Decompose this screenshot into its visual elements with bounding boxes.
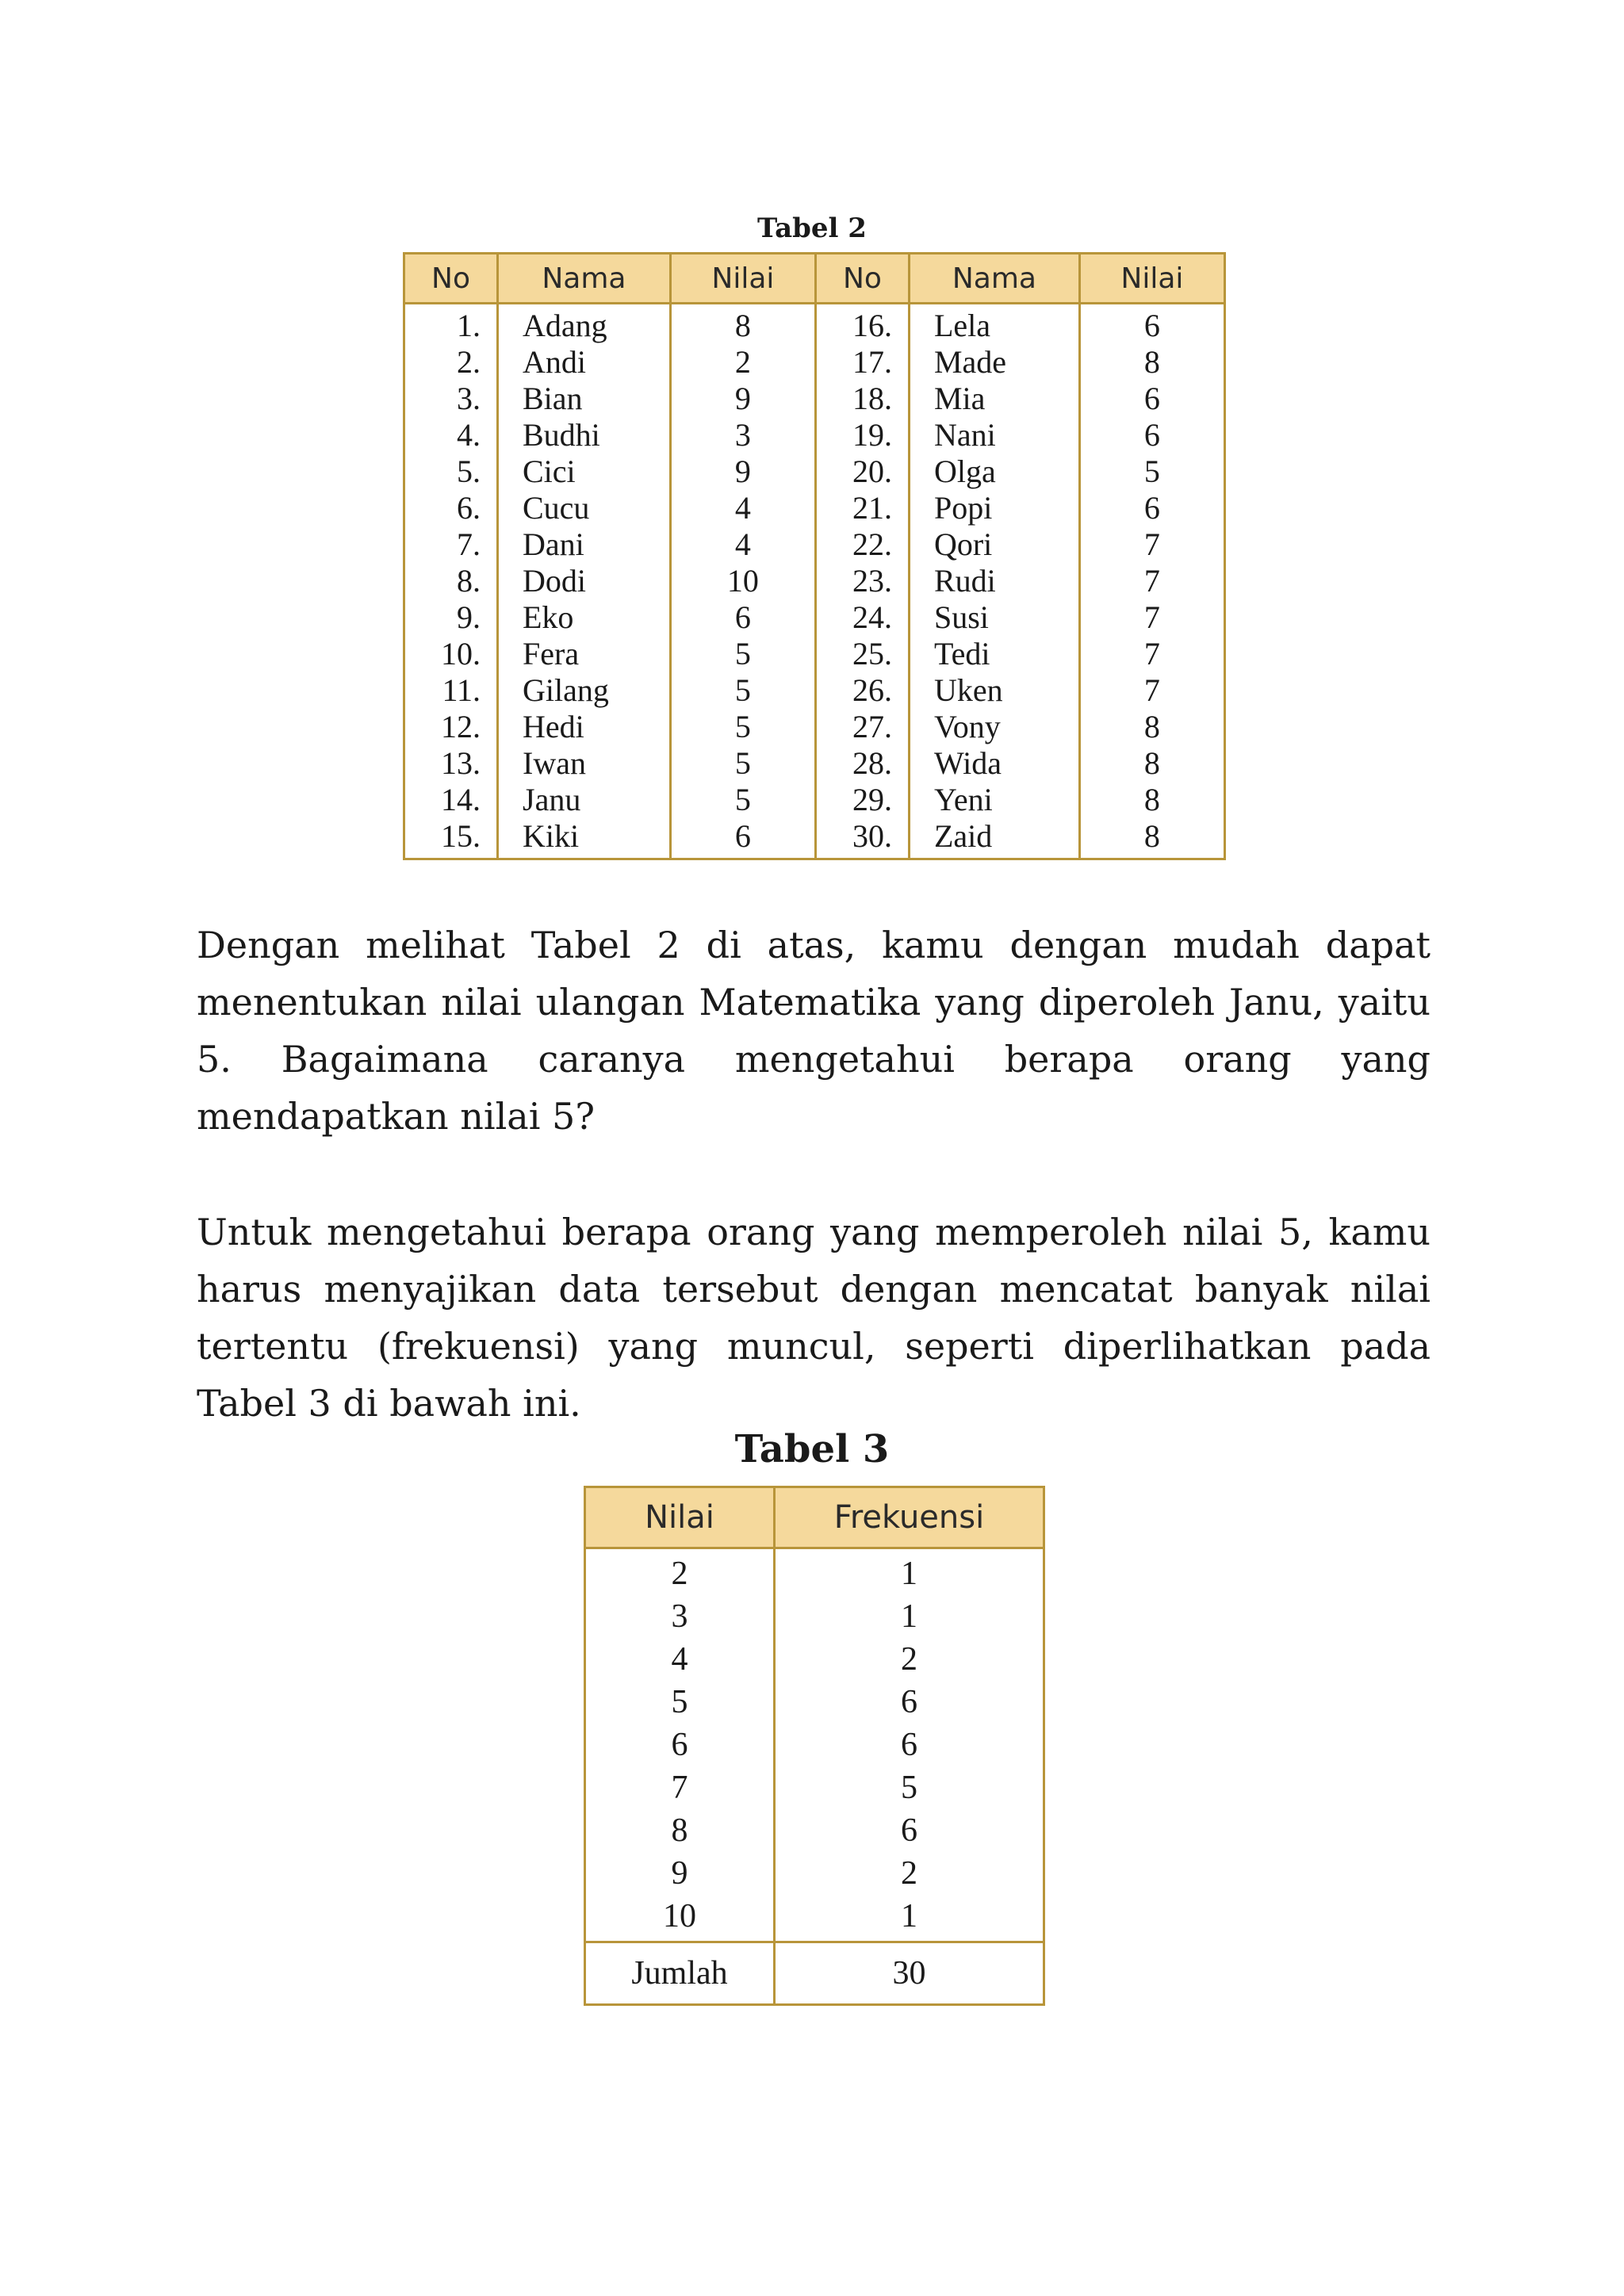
- cell-nama: Rudi: [909, 563, 1079, 599]
- cell-nilai: 7: [585, 1766, 775, 1809]
- cell-nilai: 7: [1079, 672, 1224, 709]
- cell-nama: Nani: [909, 417, 1079, 453]
- paragraph-1: Dengan melihat Tabel 2 di atas, kamu dengan mudah dapat menentukan nilai ulangan Matematika yang diperoleh Janu, yaitu 5. Bagaimana caranya mengetahui berapa orang yang mendapatkan nilai 5?: [197, 924, 1431, 1138]
- cell-nilai: 7: [1079, 636, 1224, 672]
- cell-nama: Fera: [498, 636, 671, 672]
- cell-no: 4.: [404, 417, 498, 453]
- cell-nilai: 5: [670, 782, 815, 818]
- cell-nilai: 7: [1079, 599, 1224, 636]
- cell-no: 25.: [815, 636, 909, 672]
- cell-frekuensi: 6: [775, 1809, 1044, 1852]
- cell-no: 30.: [815, 818, 909, 859]
- table-3-caption: Tabel 3: [734, 1427, 890, 1471]
- cell-nama: Cici: [498, 453, 671, 490]
- header-no: No: [815, 254, 909, 304]
- table-row: [404, 782, 1225, 818]
- total-value: 30: [775, 1942, 1044, 2005]
- cell-no: 5.: [404, 453, 498, 490]
- cell-nilai: 6: [1079, 304, 1224, 345]
- cell-nilai: 4: [670, 490, 815, 526]
- table-row: [404, 672, 1225, 709]
- cell-no: 15.: [404, 818, 498, 859]
- table-row: [585, 1548, 1044, 1596]
- cell-nama: Dodi: [498, 563, 671, 599]
- cell-nilai: 8: [670, 304, 815, 345]
- cell-nilai: 6: [1079, 417, 1224, 453]
- cell-frekuensi: 6: [775, 1681, 1044, 1724]
- cell-nama: Yeni: [909, 782, 1079, 818]
- cell-no: 10.: [404, 636, 498, 672]
- table-3-body: [585, 1548, 1044, 1942]
- table-row: [404, 563, 1225, 599]
- cell-no: 2.: [404, 344, 498, 381]
- cell-no: 13.: [404, 745, 498, 782]
- cell-no: 1.: [404, 304, 498, 345]
- cell-nama: Lela: [909, 304, 1079, 345]
- cell-frekuensi: 1: [775, 1595, 1044, 1638]
- cell-nilai: 6: [670, 599, 815, 636]
- cell-nilai: 8: [1079, 344, 1224, 381]
- cell-nilai: 6: [670, 818, 815, 859]
- cell-nama: Qori: [909, 526, 1079, 563]
- cell-no: 21.: [815, 490, 909, 526]
- cell-nama: Olga: [909, 453, 1079, 490]
- table-row: [585, 1595, 1044, 1638]
- cell-nama: Hedi: [498, 709, 671, 745]
- cell-nilai: 5: [1079, 453, 1224, 490]
- table-2-caption: Tabel 2: [757, 212, 867, 244]
- cell-nilai: 5: [585, 1681, 775, 1724]
- cell-nilai: 6: [585, 1724, 775, 1766]
- cell-frekuensi: 2: [775, 1852, 1044, 1895]
- cell-no: 20.: [815, 453, 909, 490]
- cell-nilai: 4: [585, 1638, 775, 1681]
- cell-nilai: 6: [1079, 381, 1224, 417]
- total-label: Jumlah: [585, 1942, 775, 2005]
- cell-nilai: 2: [585, 1548, 775, 1596]
- cell-frekuensi: 6: [775, 1724, 1044, 1766]
- cell-no: 19.: [815, 417, 909, 453]
- table-row: [404, 417, 1225, 453]
- cell-no: 17.: [815, 344, 909, 381]
- cell-nilai: 3: [670, 417, 815, 453]
- cell-nama: Popi: [909, 490, 1079, 526]
- cell-nama: Uken: [909, 672, 1079, 709]
- header-nama: Nama: [909, 254, 1079, 304]
- header-nilai: Nilai: [585, 1487, 775, 1548]
- cell-nama: Kiki: [498, 818, 671, 859]
- table-row: [585, 1852, 1044, 1895]
- cell-nama: Tedi: [909, 636, 1079, 672]
- cell-frekuensi: 1: [775, 1548, 1044, 1596]
- cell-nilai: 4: [670, 526, 815, 563]
- cell-nilai: 6: [1079, 490, 1224, 526]
- cell-nama: Eko: [498, 599, 671, 636]
- cell-nama: Janu: [498, 782, 671, 818]
- table-3: [584, 1486, 1045, 2006]
- cell-nilai: 8: [1079, 709, 1224, 745]
- cell-no: 6.: [404, 490, 498, 526]
- table-3-total-row: [585, 1942, 1044, 2005]
- cell-nama: Gilang: [498, 672, 671, 709]
- cell-nilai: 3: [585, 1595, 775, 1638]
- cell-no: 27.: [815, 709, 909, 745]
- cell-nilai: 10: [670, 563, 815, 599]
- cell-nama: Susi: [909, 599, 1079, 636]
- cell-no: 12.: [404, 709, 498, 745]
- table-row: [585, 1638, 1044, 1681]
- table-row: [404, 490, 1225, 526]
- cell-no: 9.: [404, 599, 498, 636]
- cell-nama: Zaid: [909, 818, 1079, 859]
- cell-no: 28.: [815, 745, 909, 782]
- table-row: [585, 1724, 1044, 1766]
- cell-nilai: 7: [1079, 526, 1224, 563]
- cell-nilai: 5: [670, 672, 815, 709]
- table-row: [404, 709, 1225, 745]
- cell-no: 26.: [815, 672, 909, 709]
- header-nilai: Nilai: [670, 254, 815, 304]
- cell-nilai: 9: [670, 453, 815, 490]
- cell-no: 11.: [404, 672, 498, 709]
- cell-no: 3.: [404, 381, 498, 417]
- table-row: [404, 818, 1225, 859]
- cell-nama: Andi: [498, 344, 671, 381]
- cell-nama: Bian: [498, 381, 671, 417]
- cell-no: 7.: [404, 526, 498, 563]
- header-no: No: [404, 254, 498, 304]
- table-row: [404, 453, 1225, 490]
- cell-nilai: 8: [1079, 818, 1224, 859]
- table-row: [585, 1681, 1044, 1724]
- cell-no: 14.: [404, 782, 498, 818]
- table-2-header-row: [404, 254, 1225, 304]
- cell-nilai: 8: [585, 1809, 775, 1852]
- table-row: [585, 1766, 1044, 1809]
- cell-nilai: 8: [1079, 745, 1224, 782]
- cell-no: 24.: [815, 599, 909, 636]
- cell-nilai: 5: [670, 636, 815, 672]
- table-row: [585, 1895, 1044, 1942]
- cell-frekuensi: 1: [775, 1895, 1044, 1942]
- cell-nama: Vony: [909, 709, 1079, 745]
- cell-nama: Made: [909, 344, 1079, 381]
- cell-nilai: 2: [670, 344, 815, 381]
- cell-nilai: 7: [1079, 563, 1224, 599]
- cell-nilai: 9: [585, 1852, 775, 1895]
- table-2-body: [404, 304, 1225, 859]
- cell-nama: Dani: [498, 526, 671, 563]
- paragraph-2: Untuk mengetahui berapa orang yang memperoleh nilai 5, kamu harus menyajikan data tersebut dengan mencatat banyak nilai tertentu (frekuensi) yang muncul, seperti diperlihatkan pada Tabel 3 di bawah ini.: [197, 1211, 1431, 1425]
- header-nilai: Nilai: [1079, 254, 1224, 304]
- cell-frekuensi: 2: [775, 1638, 1044, 1681]
- cell-nilai: 5: [670, 745, 815, 782]
- cell-nilai: 5: [670, 709, 815, 745]
- cell-nama: Iwan: [498, 745, 671, 782]
- table-row: [404, 599, 1225, 636]
- cell-no: 18.: [815, 381, 909, 417]
- table-row: [404, 745, 1225, 782]
- cell-nilai: 8: [1079, 782, 1224, 818]
- cell-nama: Adang: [498, 304, 671, 345]
- cell-frekuensi: 5: [775, 1766, 1044, 1809]
- table-row: [404, 381, 1225, 417]
- table-row: [404, 304, 1225, 345]
- cell-nama: Budhi: [498, 417, 671, 453]
- table-2: [403, 252, 1226, 860]
- cell-nama: Cucu: [498, 490, 671, 526]
- cell-no: 23.: [815, 563, 909, 599]
- cell-nama: Wida: [909, 745, 1079, 782]
- table-row: [404, 526, 1225, 563]
- cell-no: 29.: [815, 782, 909, 818]
- cell-nilai: 9: [670, 381, 815, 417]
- cell-no: 22.: [815, 526, 909, 563]
- header-nama: Nama: [498, 254, 671, 304]
- header-frekuensi: Frekuensi: [775, 1487, 1044, 1548]
- table-row: [585, 1809, 1044, 1852]
- table-row: [404, 344, 1225, 381]
- cell-nama: Mia: [909, 381, 1079, 417]
- cell-no: 8.: [404, 563, 498, 599]
- table-row: [404, 636, 1225, 672]
- table-3-header-row: [585, 1487, 1044, 1548]
- cell-no: 16.: [815, 304, 909, 345]
- cell-nilai: 10: [585, 1895, 775, 1942]
